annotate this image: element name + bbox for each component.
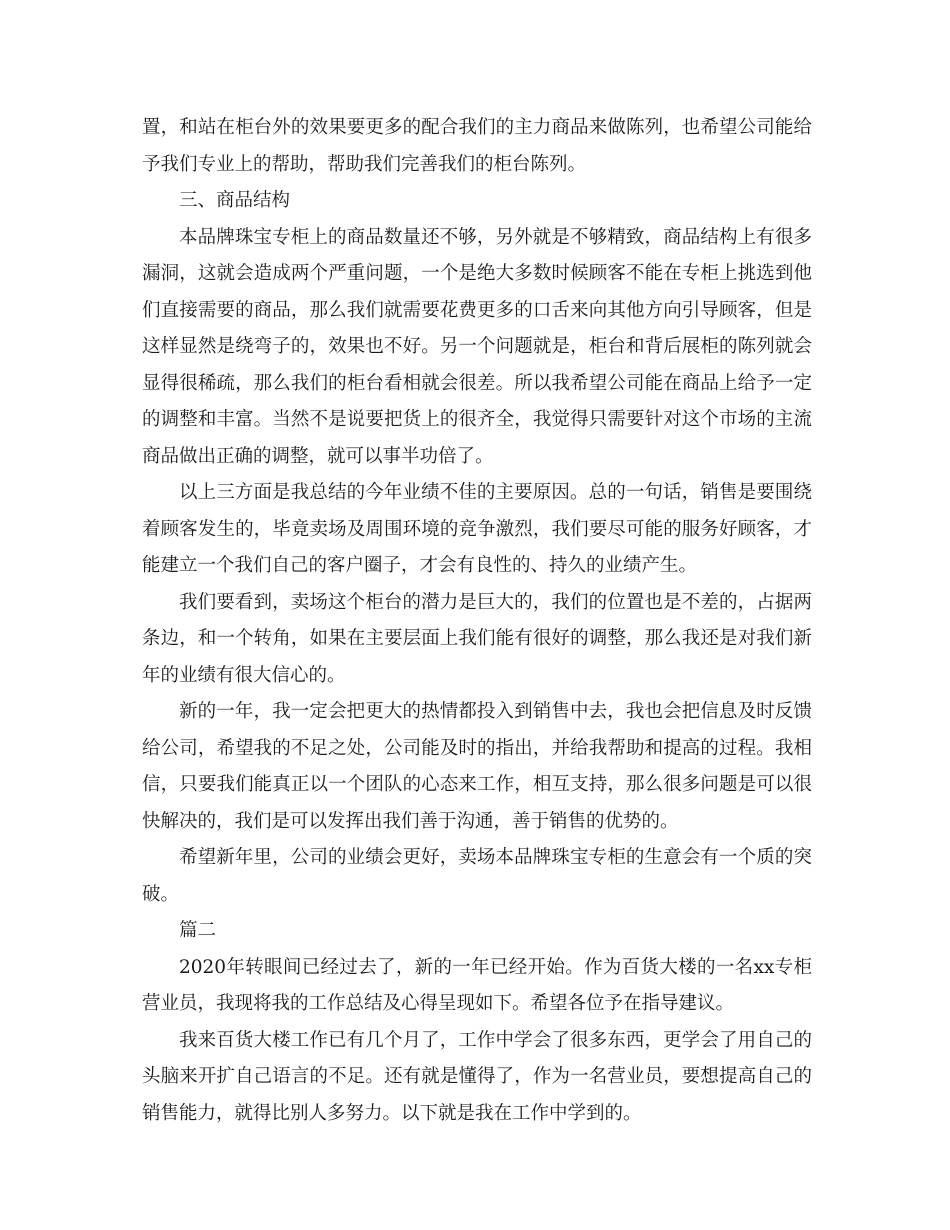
paragraph-counter-potential: 我们要看到，卖场这个柜台的潜力是巨大的，我们的位置也是不差的，占据两条边，和一个转角，如果在主要层面上我们能有很好的调整，那么我还是对我们新年的业绩有很大信心的。 [142, 591, 812, 686]
section-heading-part-two: 篇二 [179, 920, 217, 941]
paragraph-continuation: 置，和站在柜台外的效果要更多的配合我们的主力商品来做陈列，也希望公司能给予我们专业上的帮助，帮助我们完善我们的柜台陈列。 [142, 117, 812, 175]
paragraph-work-learning: 我来百货大楼工作已有几个月了，工作中学会了很多东西，更学会了用自己的头脑来开扩自己语言的不足。还有就是懂得了，作为一名营业员，要想提高自己的销售能力，就得比别人多努力。以下就是我在工作中学到的。 [142, 1029, 812, 1124]
paragraph-summary-reasons: 以上三方面是我总结的今年业绩不佳的主要原因。总的一句话，销售是要围绕着顾客发生的，毕竟卖场及周围环境的竞争激烈，我们要尽可能的服务好顾客，才能建立一个我们自己的客户圈子，才会有良性的、持久的业绩产生。 [142, 482, 812, 576]
paragraph-new-year-plan: 新的一年，我一定会把更大的热情都投入到销售中去，我也会把信息及时反馈给公司，希望我的不足之处，公司能及时的指出，并给我帮助和提高的过程。我相信，只要我们能真正以一个团队的心态来工作，相互支持，那么很多问题是可以很快解决的，我们是可以发挥出我们善于沟通，善于销售的优势的。 [142, 701, 812, 832]
paragraph-intro-2020: 2020年转眼间已经过去了，新的一年已经开始。作为百货大楼的一名xx专柜营业员，我现将我的工作总结及心得呈现如下。希望各位予在指导建议。 [142, 956, 812, 1014]
paragraph-new-year-hope: 希望新年里，公司的业绩会更好，卖场本品牌珠宝专柜的生意会有一个质的突破。 [142, 847, 812, 905]
section-heading-product-structure: 三、商品结构 [179, 190, 291, 211]
paragraph-product-structure: 本品牌珠宝专柜上的商品数量还不够，另外就是不够精致，商品结构上有很多漏洞，这就会造成两个严重问题，一个是绝大多数时候顾客不能在专柜上挑选到他们直接需要的商品，那么我们就需要花费更多的口舌来向其他方向引导顾客，但是这样显然是绕弯子的，效果也不好。另一个问题就是，柜台和背后展柜的陈列就会显得很稀疏，那么我们的柜台看相就会很差。所以我希望公司能在商品上给予一定的调整和丰富。当然不是说要把货上的很齐全，我觉得只需要针对这个市场的主流商品做出正确的调整，就可以事半功倍了。 [142, 226, 812, 467]
